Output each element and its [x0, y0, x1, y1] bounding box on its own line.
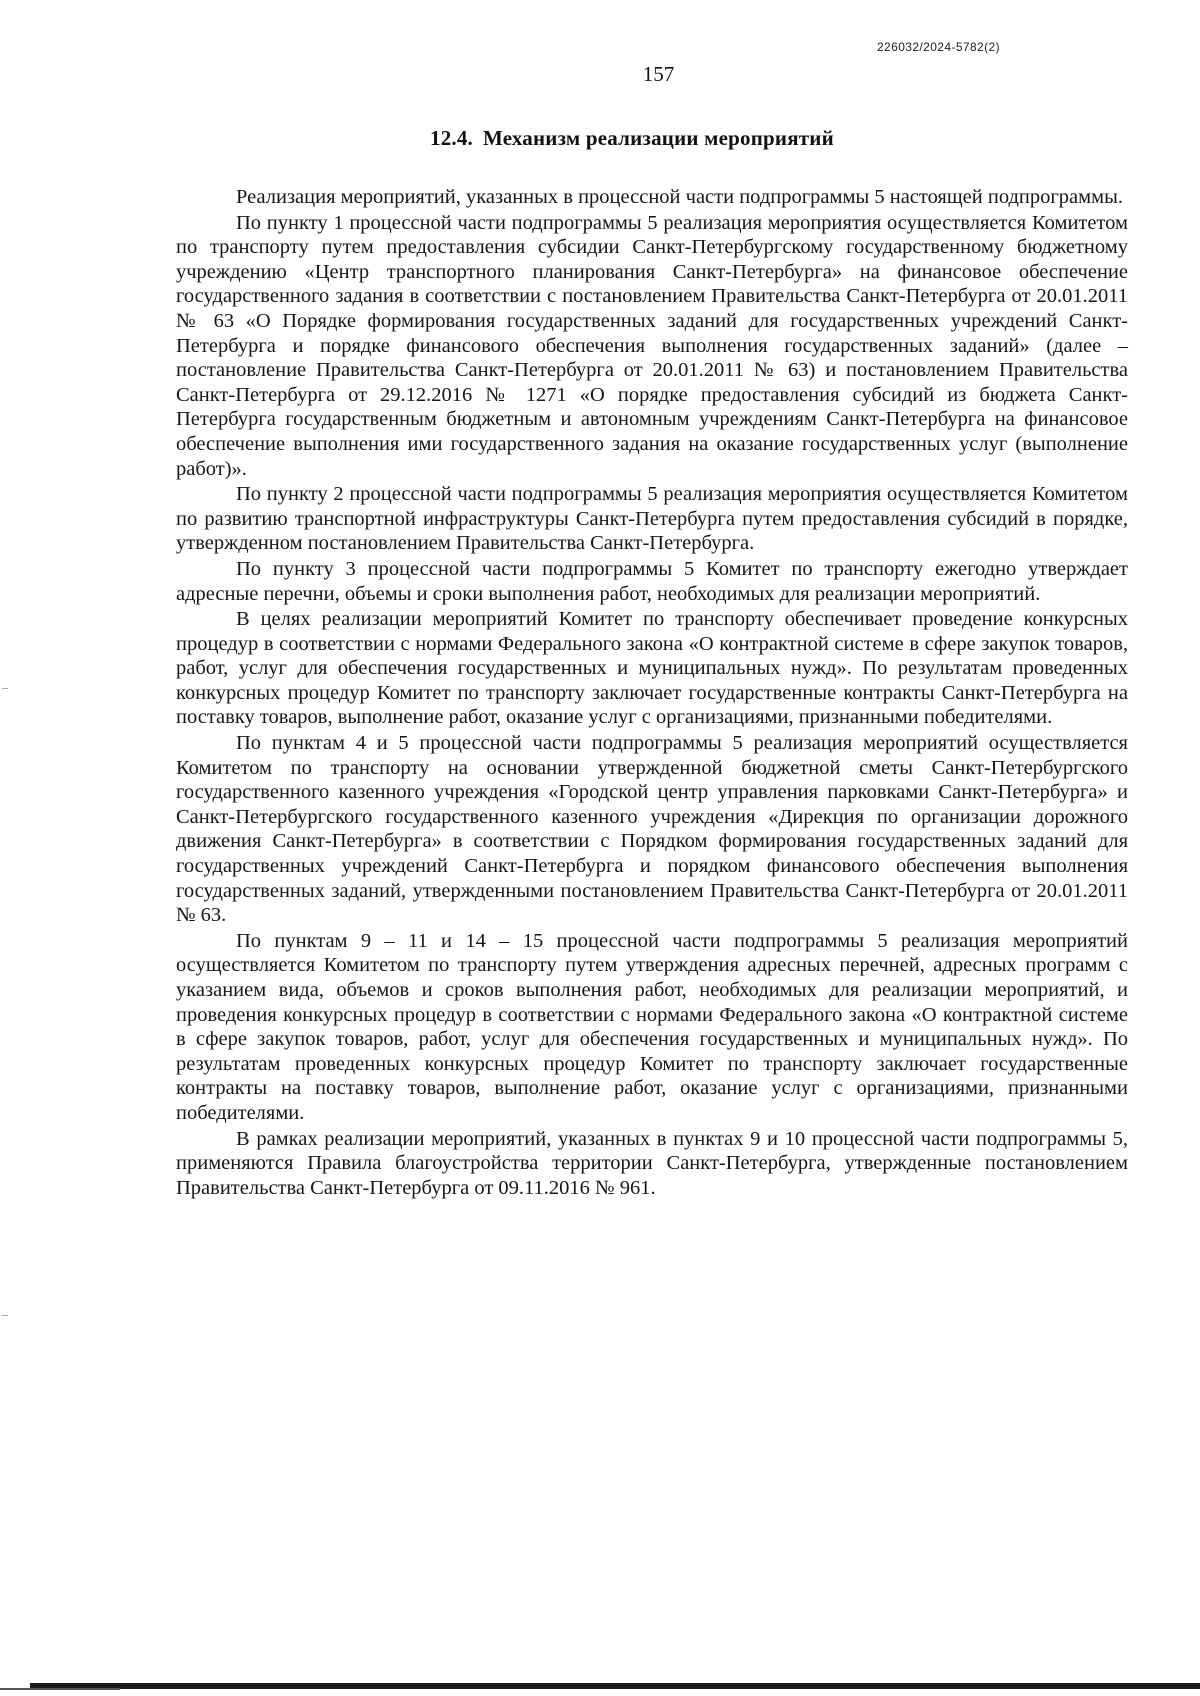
paragraph: В целях реализации мероприятий Комитет по транспорту обеспечивает проведение конкурсных процедур в соответствии с нормами Федерального закона «О контрактной системе в сфере закупок товаров, работ, услуг для обеспечения государственных и муниципальных нужд». По результатам проведенных конкурсных процедур Комитет по транспорту заключает государственные контракты Санкт-Петербурга на поставку товаров, выполнение работ, оказание услуг с организациями, признанными победителями. [176, 608, 1128, 729]
paragraph: В рамках реализации мероприятий, указанных в пунктах 9 и 10 процессной части подпрограммы 5, применяются Правила благоустройства территории Санкт-Петербурга, утвержденные постановлением Правительства Санкт-Петербурга от 09.11.2016 № 961. [176, 1127, 1128, 1199]
paragraph: По пункту 2 процессной части подпрограммы 5 реализация мероприятия осуществляется Комитетом по развитию транспортной инфраструктуры Санкт-Петербурга путем предоставления субсидий в порядке, утвержденном постановлением Правительства Санкт-Петербурга. [176, 483, 1128, 555]
scan-margin-mark [2, 1315, 8, 1316]
scan-bottom-edge [30, 1683, 1200, 1689]
paragraph: По пунктам 9 – 11 и 14 – 15 процессной части подпрограммы 5 реализация мероприятий осуществляется Комитетом по транспорту путем утверждения адресных перечней, адресных программ с указанием вида, объемов и сроков выполнения работ, необходимых для реализации мероприятий, и проведения конкурсных процедур в соответствии с нормами Федерального закона «О контрактной системе в сфере закупок товаров, работ, услуг для обеспечения государственных и муниципальных нужд». По результатам проведенных конкурсных процедур Комитет по транспорту заключает государственные контракты на поставку товаров, выполнение работ, оказание услуг с организациями, признанными победителями. [176, 929, 1128, 1124]
scan-bottom-edge-thin [0, 1688, 120, 1690]
scan-margin-mark [2, 688, 8, 689]
section-title [430, 126, 834, 151]
section-number: 12.4. [430, 126, 473, 150]
document-id: 226032/2024-5782(2) [876, 40, 1000, 54]
paragraph: По пункту 3 процессной части подпрограммы 5 Комитет по транспорту ежегодно утверждает адресные перечни, объемы и сроки выполнения работ, необходимых для реализации мероприятий. [176, 557, 1128, 605]
paragraph: Реализация мероприятий, указанных в процессной части подпрограммы 5 настоящей подпрограммы. [236, 186, 1123, 208]
page-number: 157 [642, 62, 675, 86]
section-title-text: Механизм реализации мероприятий [483, 126, 834, 150]
paragraph: По пункту 1 процессной части подпрограммы 5 реализация мероприятия осуществляется Комитетом по транспорту путем предоставления субсидии Санкт-Петербургскому государственному бюджетному учреждению «Центр транспортного планирования Санкт-Петербурга» на финансовое обеспечение государственного задания в соответствии с постановлением Правительства Санкт-Петербурга от 20.01.2011 № 63 «О Порядке формирования государственных заданий для государственных учреждений Санкт-Петербурга и порядке финансового обеспечения выполнения государственных заданий» (далее – постановление Правительства Санкт-Петербурга от 20.01.2011 № 63) и постановлением Правительства Санкт-Петербурга от 29.12.2016 № 1271 «О порядке предоставления субсидий из бюджета Санкт-Петербурга государственным бюджетным и автономным учреждениям Санкт-Петербурга на финансовое обеспечение выполнения ими государственного задания на оказание государственных услуг (выполнение работ)». [176, 211, 1128, 480]
body-text [176, 185, 1128, 1201]
paragraph: По пунктам 4 и 5 процессной части подпрограммы 5 реализация мероприятий осуществляется Комитетом по транспорту на основании утвержденной бюджетной сметы Санкт-Петербургского государственного казенного учреждения «Городской центр управления парковками Санкт-Петербурга» и Санкт-Петербургского государственного казенного учреждения «Дирекция по организации дорожного движения Санкт-Петербурга» в соответствии с Порядком формирования государственных заданий для государственных учреждений Санкт-Петербурга и порядком финансового обеспечения выполнения государственных заданий, утвержденными постановлением Правительства Санкт-Петербурга от 20.01.2011 № 63. [176, 732, 1128, 927]
